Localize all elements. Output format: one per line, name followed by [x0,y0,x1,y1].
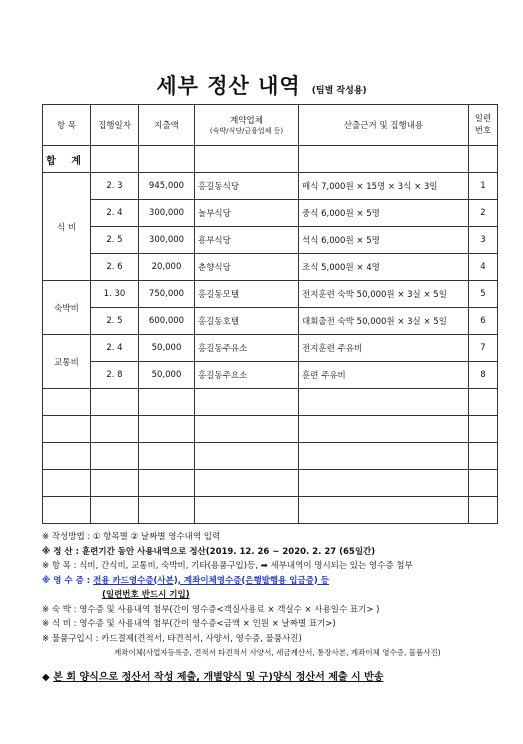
note-receipt-text: 전용 카드영수증(사본), 계좌이체영수증(은행발행용 입금증) 등 [93,575,329,586]
note-item-label: ※ 항 목 : [42,561,77,571]
page-title: 세부 정산 내역 [156,74,301,98]
note-food: ※ 식 비 : 영수증 및 사용내역 첨부(간이 영수증<금액 × 인원 × 날짜별 표기>) [42,619,336,629]
row-basis: 전지훈련 주유비 [299,335,469,362]
row-date: 2. 8 [91,362,139,389]
total-cell [139,146,195,173]
total-row [43,146,498,173]
table-header-row [43,105,498,146]
header-amount: 지출액 [139,105,195,146]
header-date: 집행일자 [91,105,139,146]
note-item [42,559,502,574]
category-transport: 교통비 [43,335,91,389]
row-date: 2. 4 [91,335,139,362]
row-amount: 945,000 [139,173,195,200]
row-serial: 1 [469,173,498,200]
row-basis: 석식 6,000원 × 5명 [299,227,469,254]
row-vendor: 홍길동주요소 [195,362,299,389]
row-vendor: 홍길동모텔 [195,281,299,308]
category-lodging: 숙박비 [43,281,91,335]
row-amount: 20,000 [139,254,195,281]
row-vendor: 춘향식당 [195,254,299,281]
table-row [43,200,498,227]
row-serial: 5 [469,281,498,308]
footer-notice [42,668,383,683]
row-basis: 전지훈련 숙박 50,000원 × 3실 × 5일 [299,281,469,308]
row-serial: 6 [469,308,498,335]
row-date: 1. 30 [91,281,139,308]
row-amount: 300,000 [139,227,195,254]
page-subtitle: (팀별 작성용) [311,86,367,96]
empty-row [43,497,498,524]
table-row [43,281,498,308]
row-vendor: 홍길동식당 [195,173,299,200]
row-vendor: 흥부식당 [195,227,299,254]
row-serial: 8 [469,362,498,389]
row-basis: 매식 7,000원 × 15명 × 3식 × 3일 [299,173,469,200]
total-cell [195,146,299,173]
header-vendor [195,105,299,146]
row-amount: 750,000 [139,281,195,308]
table-row [43,362,498,389]
row-date: 2. 3 [91,173,139,200]
row-amount: 50,000 [139,362,195,389]
settlement-table [42,104,498,524]
total-cell [299,146,469,173]
row-serial: 7 [469,335,498,362]
row-serial: 2 [469,200,498,227]
empty-row [43,443,498,470]
header-serial: 일련번호 [469,105,498,146]
header-vendor-sub: (숙박/식당/금융업체 등) [209,127,284,135]
note-serial-wrap [42,588,502,603]
row-date: 2. 5 [91,308,139,335]
total-label: 합 계 [43,146,91,173]
title-block [0,70,523,100]
table-row [43,254,498,281]
row-amount: 300,000 [139,200,195,227]
header-item: 항 목 [43,105,91,146]
empty-row [43,389,498,416]
header-basis: 산출근거 및 집행내용 [299,105,469,146]
row-basis: 조식 5,000원 × 4명 [299,254,469,281]
note-lodging: ※ 숙 박 : 영수증 및 사용내역 첨부(간이 영수증<객실사용료 × 객실수 × 사용일수 표기> ) [42,604,380,615]
row-vendor: 홍길동주유소 [195,335,299,362]
note-receipt-label: ※ 영 수 증 : [42,575,91,586]
table-row [43,308,498,335]
table-row [43,335,498,362]
row-date: 2. 5 [91,227,139,254]
note-settlement-label: ※ 정 산 : [42,546,79,557]
footer-text: 본 회 양식으로 정산서 작성 제출, 개별양식 및 구)양식 정산서 제출 시 반송 [53,672,384,683]
row-vendor: 홍길동호텔 [195,308,299,335]
category-food: 식 비 [43,173,91,281]
row-amount: 50,000 [139,335,195,362]
note-transfer: 계좌이체(사업자등록증, 견적서 타견적서 사양서, 세금계산서, 통장사본, 계좌이체 영수증, 물품사진) [114,648,441,657]
note-serial: (일련번호 반드시 기입) [102,590,190,600]
diamond-icon: ◆ [42,672,50,683]
total-cell [469,146,498,173]
row-date: 2. 6 [91,254,139,281]
row-basis: 대회출전 숙박 50,000원 × 3실 × 5일 [299,308,469,335]
note-receipt [42,574,502,589]
notes-section [42,530,502,661]
note-goods: ※ 물품구입시 : 카드결제(견적서, 타견적서, 사양서, 영수증, 물품사진) [42,633,302,644]
row-amount: 600,000 [139,308,195,335]
row-basis: 훈련 주유비 [299,362,469,389]
total-cell [91,146,139,173]
row-serial: 3 [469,227,498,254]
row-date: 2. 4 [91,200,139,227]
note-item-text: 식비, 간식비, 교통비, 숙박비, 기타(용품구입)등, ➡ 세부내역이 명시되는 있는 영수증 첨부 [79,561,413,571]
empty-row [43,470,498,497]
empty-row [43,416,498,443]
row-serial: 4 [469,254,498,281]
table-row [43,173,498,200]
note-method: ※ 작성방법 : ① 항목별 ② 날짜별 영수내역 입력 [42,532,221,542]
note-settlement-text: 훈련기간 동안 사용내역으로 정산(2019. 12. 26 ~ 2020. 2. 27 (65일간) [81,546,376,557]
note-settlement [42,545,502,560]
row-vendor: 놀부식당 [195,200,299,227]
row-basis: 중식 6,000원 × 5명 [299,200,469,227]
table-row [43,227,498,254]
header-vendor-label: 계약업체 [230,116,263,126]
